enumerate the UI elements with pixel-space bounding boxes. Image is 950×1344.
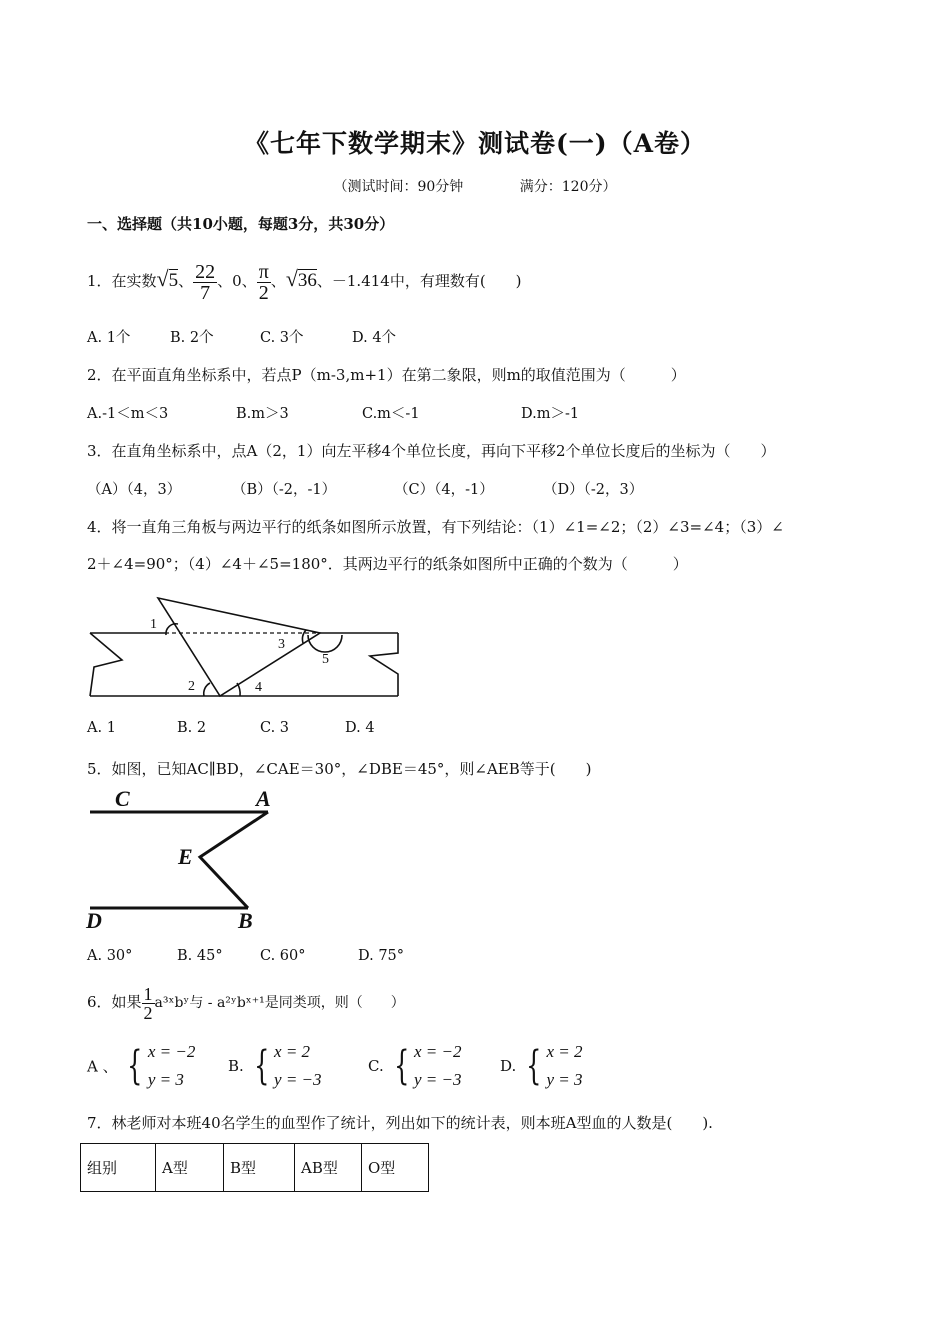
question-2: 2．在平面直角坐标系中，若点P（m-3,m+1）在第二象限，则m的取值范围为（ ）: [87, 366, 686, 384]
fraction-22-7: $\frac{22}{7}$: [195, 260, 216, 304]
test-time: （测试时间：90分钟: [333, 179, 464, 195]
page-title: 《七年下数学期末》测试卷(一)（A卷）: [243, 129, 707, 158]
q6-option-a[interactable]: A 、 { x = −2 y = 3: [87, 1042, 196, 1089]
question-1: [87, 254, 522, 307]
sqrt-36: √36: [285, 266, 317, 291]
q1-sep2: 、: [270, 272, 286, 290]
blood-type-table: [80, 1143, 429, 1192]
q3-option-c[interactable]: （C）（4，-1）: [394, 482, 494, 498]
angle-label-5: 5: [322, 652, 329, 667]
fraction-pi-2: $\frac{\pi}{2}$: [258, 260, 269, 304]
question-3: 3．在直角坐标系中，点A（2，1）向左平移4个单位长度，再向下平移2个单位长度后的坐标为（ ）: [87, 442, 776, 460]
q3-option-a[interactable]: （A）（4，3）: [87, 482, 182, 498]
q6-option-c[interactable]: C. { x = −2 y = −3: [368, 1042, 462, 1089]
point-label-c: C: [115, 786, 130, 811]
angle-label-2: 2: [188, 679, 195, 694]
point-label-a: A: [256, 786, 271, 811]
point-label-d: D: [86, 908, 102, 933]
angle-label-4: 4: [255, 680, 262, 695]
question-7: 7．林老师对本班40名学生的血型作了统计，列出如下的统计表，则本班A型血的人数是( ).: [87, 1114, 713, 1132]
q5-option-a[interactable]: A. 30°: [87, 948, 133, 964]
sqrt-5: √5: [156, 266, 179, 291]
point-label-b: B: [238, 908, 253, 933]
full-score: 满分：120分）: [519, 179, 617, 195]
parallel-lines-figure: [80, 786, 290, 936]
test-info: [0, 176, 950, 196]
table-cell-group: 组别: [81, 1144, 156, 1192]
q1-suffix: 、－1.414中，有理数有( ): [316, 272, 522, 290]
q5-option-d[interactable]: D. 75°: [358, 948, 405, 964]
q1-option-a[interactable]: A. 1个: [87, 330, 131, 346]
q6-prefix: 6．如果: [87, 993, 142, 1011]
q4-option-d[interactable]: D. 4: [345, 720, 375, 736]
table-cell-b: B型: [224, 1144, 295, 1192]
q2-option-b[interactable]: B.m＞3: [236, 406, 289, 422]
q1-option-d[interactable]: D. 4个: [352, 330, 397, 346]
question-6: [87, 980, 405, 1025]
q4-option-b[interactable]: B. 2: [177, 720, 207, 736]
q1-mid: 、0、: [217, 272, 257, 290]
question-4-line-2: 2＋∠4=90°；（4）∠4＋∠5=180°．其两边平行的纸条如图所中正确的个数为（ ）: [87, 555, 688, 573]
q1-option-b[interactable]: B. 2个: [170, 330, 214, 346]
triangle-strip-figure: [80, 590, 410, 715]
question-4-line-1: 4．将一直角三角板与两边平行的纸条如图所示放置，有下列结论：（1）∠1=∠2；（2）∠3=∠4；（3）∠: [87, 518, 784, 536]
q4-option-a[interactable]: A. 1: [87, 720, 116, 736]
q1-prefix: 1．在实数: [87, 272, 157, 290]
table-cell-a: A型: [156, 1144, 224, 1192]
point-label-e: E: [178, 844, 193, 869]
q2-option-a[interactable]: A.-1＜m＜3: [87, 406, 169, 422]
question-5: 5．如图，已知AC∥BD，∠CAE＝30°，∠DBE＝45°，则∠AEB等于( ): [87, 760, 592, 778]
q6-expression: a³ˣbʸ与 - a²ʸbˣ⁺¹是同类项，则（ ）: [154, 995, 405, 1011]
table-cell-o: O型: [362, 1144, 429, 1192]
angle-label-1: 1: [150, 617, 157, 632]
q6-option-b[interactable]: B. { x = 2 y = −3: [228, 1042, 322, 1089]
q3-option-b[interactable]: （B）（-2，-1）: [232, 482, 337, 498]
angle-label-3: 3: [278, 637, 285, 652]
table-row: [81, 1144, 429, 1192]
q5-option-b[interactable]: B. 45°: [177, 948, 223, 964]
fraction-1-2: $\frac{1}{2}$: [143, 983, 153, 1023]
q6-option-d[interactable]: D. { x = 2 y = 3: [500, 1042, 583, 1089]
q3-option-d[interactable]: （D）（-2，3）: [543, 482, 644, 498]
q2-option-c[interactable]: C.m＜-1: [362, 406, 420, 422]
q1-sep: 、: [178, 272, 194, 290]
table-cell-ab: AB型: [295, 1144, 362, 1192]
q1-option-c[interactable]: C. 3个: [260, 330, 304, 346]
q4-option-c[interactable]: C. 3: [260, 720, 290, 736]
q5-option-c[interactable]: C. 60°: [260, 948, 306, 964]
section-heading: 一、选择题（共10小题，每题3分，共30分）: [87, 215, 395, 233]
q2-option-d[interactable]: D.m＞-1: [521, 406, 580, 422]
